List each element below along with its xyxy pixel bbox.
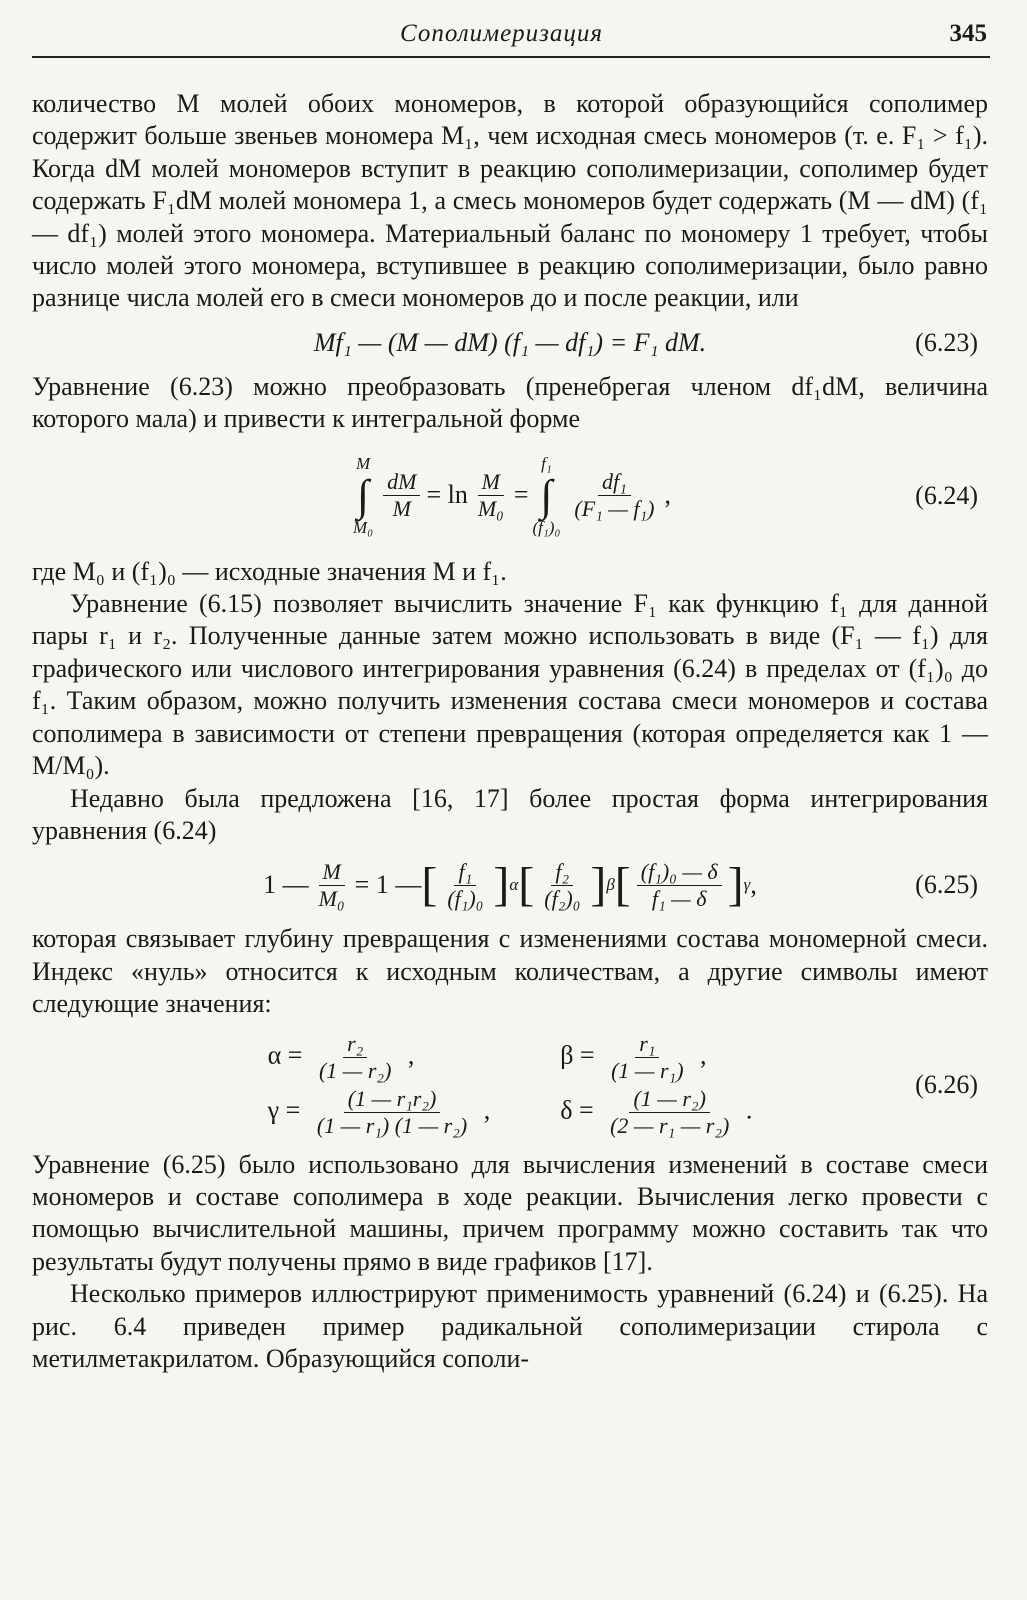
beta-denominator: (1 — r₁) (611, 1057, 684, 1083)
header-rule (32, 56, 990, 58)
integral-1 (353, 455, 373, 537)
beta-numerator: r₁ (635, 1031, 659, 1058)
fraction-3-denominator: (F₁ — f₁) (574, 496, 655, 522)
fraction-625-1-numerator: M (319, 859, 345, 886)
bracket-1-numerator: f₁ (454, 859, 476, 886)
gamma-fraction (313, 1086, 471, 1139)
alpha-denominator: (1 — r₂) (318, 1057, 392, 1083)
equation-number-6-23: (6.23) (915, 327, 978, 357)
fraction-m-over-m0 (474, 469, 508, 522)
bracket-2-denominator: (f₂)₀ (544, 885, 581, 911)
equation-6-25-mid: = 1 — (354, 870, 422, 900)
bracket-3-fraction (637, 859, 722, 912)
integral-2 (533, 455, 561, 537)
paragraph-5: Недавно была предложена [16, 17] более простая форма интегрирования уравнения (6.24) (32, 783, 988, 845)
equation-6-26 (32, 1027, 988, 1143)
fraction-3-numerator: df₁ (598, 469, 631, 496)
right-bracket-2: ] (590, 858, 607, 912)
paragraph-8: Несколько примеров иллюстрируют применимость уравнений (6.24) и (6.25). На рис. 6.4 приведен пример радикальной сополимеризации стирола с метилметакрилатом. Образующийся сополи- (32, 1279, 988, 1373)
delta-numerator: (1 — r₂) (629, 1086, 709, 1113)
equation-6-24-trail: , (664, 480, 671, 510)
bracket-1-fraction (443, 859, 487, 912)
bracket-3-denominator: f₁ — δ (651, 885, 707, 911)
equals-sign: = (513, 480, 529, 510)
equation-number-6-26: (6.26) (915, 1069, 978, 1099)
equation-6-25 (32, 853, 988, 917)
integral-2-upper: f₁ (541, 453, 552, 473)
delta-trail: . (745, 1095, 753, 1124)
delta-definition (560, 1086, 752, 1139)
equation-6-23-expr: Mf₁ — (M — dM) (f₁ — df₁) = F₁ dM. (313, 327, 707, 357)
beta-fraction (607, 1031, 687, 1084)
fraction-1-numerator: dM (383, 469, 420, 496)
gamma-numerator: (1 — r₁r₂) (344, 1086, 441, 1113)
beta-trail: , (700, 1040, 707, 1069)
gamma-trail: , (483, 1095, 491, 1124)
equation-6-25-trail: , (750, 870, 757, 900)
paragraph-1: количество M молей обоих мономеров, в которой образующийся сополимер содержит больше звеньев мономера M₁, чем исходная смесь мономеров (т. е. F₁ > f₁). Когда dM молей мономеров вступит в реакцию сополимеризации, сополимер будет содержать F₁dM молей мономера 1, а смесь мономеров будет содержать (M — dM) (f₁ — df₁) молей этого мономера. Материальный баланс по мономеру 1 требует, чтобы число молей этого мономера, вступившее в реакцию сополимеризации, было равно разнице числа молей его в смеси мономеров до и после реакции, или (32, 89, 988, 313)
bracket-3-numerator: (f₁)₀ — δ (637, 859, 722, 886)
left-bracket-1: [ (421, 858, 438, 912)
gamma-denominator: (1 — r₁) (1 — r₂) (316, 1112, 468, 1138)
exponent-beta: β (606, 875, 615, 895)
fraction-2-denominator: M₀ (477, 496, 504, 522)
fraction-df1-over-diff (570, 469, 658, 522)
equation-6-26-grid (268, 1031, 753, 1139)
delta-lhs: δ = (560, 1095, 594, 1124)
body-text (32, 88, 988, 1375)
alpha-lhs: α = (267, 1040, 303, 1069)
equation-6-24 (32, 442, 988, 550)
right-bracket-3: ] (727, 858, 744, 912)
integral-sign-2: ∫ (540, 470, 553, 520)
beta-definition (560, 1031, 752, 1084)
beta-lhs: β = (560, 1040, 595, 1069)
equation-number-6-24: (6.24) (915, 480, 978, 510)
left-bracket-3: [ (614, 858, 631, 912)
left-bracket-2: [ (518, 858, 535, 912)
integral-sign-1: ∫ (357, 470, 370, 520)
gamma-lhs: γ = (267, 1095, 301, 1124)
ln-operator: = ln (426, 480, 468, 510)
equation-6-23 (32, 321, 988, 365)
equation-6-25-lead: 1 — (263, 870, 309, 900)
bracket-2-fraction (540, 859, 584, 912)
bracket-2-numerator: f₂ (551, 859, 573, 886)
exponent-gamma: γ (743, 875, 751, 895)
alpha-numerator: r₂ (343, 1031, 367, 1058)
alpha-trail: , (407, 1040, 415, 1069)
alpha-definition (268, 1031, 491, 1084)
fraction-dm-over-m (383, 469, 420, 522)
integral-1-lower: M₀ (353, 517, 374, 537)
delta-fraction (606, 1086, 733, 1139)
fraction-1-denominator: M (392, 496, 411, 522)
alpha-fraction (315, 1031, 395, 1084)
fraction-625-1-denominator: M₀ (318, 885, 345, 911)
paragraph-7: Уравнение (6.25) было использовано для вычисления изменений в составе смеси мономеров и составе сополимера в ходе реакции. Вычисления легко провести с помощью вычислительной машины, причем программу можно составить так что результаты будут получены прямо в виде графиков [17]. (32, 1149, 988, 1276)
right-bracket-1: ] (493, 858, 510, 912)
paragraph-3: где M₀ и (f₁)₀ — исходные значения M и f₁. (32, 556, 507, 586)
gamma-definition (268, 1086, 491, 1139)
paragraph-6: которая связывает глубину превращения с изменениями состава мономерной смеси. Индекс «нуль» относится к исходным количествам, а другие символы имеют следующие значения: (32, 924, 988, 1019)
integral-2-lower: (f₁)₀ (532, 517, 561, 537)
fraction-m-over-m0-625 (315, 859, 349, 912)
exponent-alpha: α (509, 875, 519, 895)
bracket-1-denominator: (f₁)₀ (447, 885, 484, 911)
equation-number-6-25: (6.25) (915, 870, 978, 900)
paragraph-2: Уравнение (6.23) можно преобразовать (пренебрегая членом df₁dM, величина которого мала) и привести к интегральной форме (32, 371, 988, 434)
integral-1-upper: M (356, 453, 371, 473)
paragraph-4: Уравнение (6.15) позволяет вычислить значение F₁ как функцию f₁ для данной пары r₁ и r₂. Полученные данные затем можно использовать в виде (F₁ — f₁) для графического или числового интегрирования уравнения (6.24) в пределах от (f₁)₀ до f₁. Таким образом, можно получить изменения состава смеси мономеров и состава сополимера в зависимости от степени превращения (которая определяется как 1 — M/M₀). (32, 589, 988, 781)
delta-denominator: (2 — r₁ — r₂) (610, 1112, 730, 1138)
fraction-2-numerator: M (478, 469, 504, 496)
page-number: 345 (949, 20, 987, 47)
running-title: Сополимеризация (400, 20, 604, 47)
